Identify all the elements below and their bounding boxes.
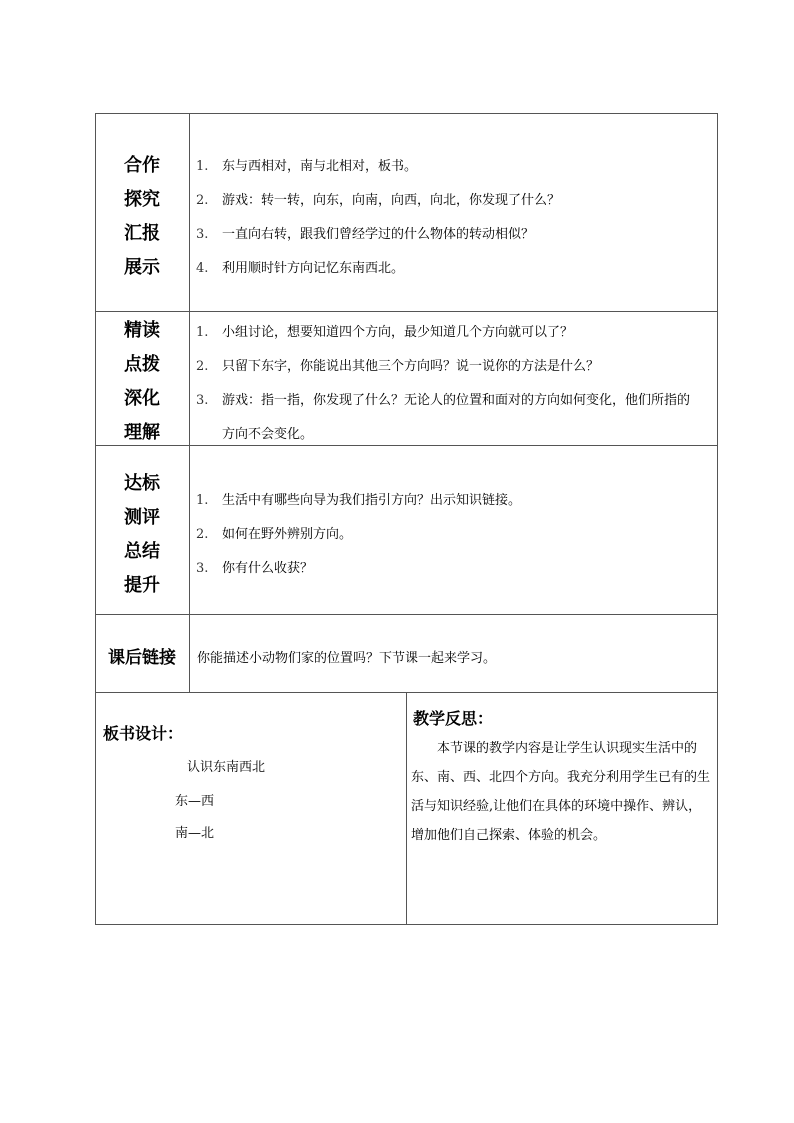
label-line: 深化 [124,388,160,409]
list-item: 4. 利用顺时针方向记忆东南西北。 [196,261,405,276]
label-line: 课后链接 [108,648,176,668]
label-line: 总结 [124,541,160,562]
label-line: 精读 [124,320,160,341]
label-line: 汇报 [124,223,160,244]
board-design-title: 板书设计： [103,724,184,743]
board-line-south-north: 南—北 [175,826,215,841]
reflection-title: 教学反思： [413,709,494,728]
row-label-intensive-reading [95,314,189,450]
label-line: 达标 [124,473,160,494]
row-divider-3 [95,614,718,615]
after-class-text: 你能描述小动物们家的位置吗？下节课一起来学习。 [197,651,497,666]
row-label-assessment [95,467,189,603]
reflection-text: 本节课的教学内容是让学生认识现实生活中的东、南、西、北四个方向。我充分利用学生已有的生活与知识经验,让他们在具体的环境中操作、辨认，增加他们自己探索、体验的机会。 [411,741,711,843]
label-line: 点拨 [124,354,160,375]
label-line: 理解 [124,422,160,443]
column-divider [189,113,190,692]
list-item: 2. 只留下东字，你能说出其他三个方向吗？说一说你的方法是什么？ [196,359,600,374]
row-label-cooperation [95,149,189,285]
row-label-after-class [95,641,189,675]
label-line: 提升 [124,575,160,596]
board-line-east-west: 东—西 [175,794,215,809]
bottom-column-divider [406,692,407,925]
list-item: 1. 东与西相对，南与北相对，板书。 [196,159,418,174]
list-item: 3. 游戏：指一指，你发现了什么？无论人的位置和面对的方向如何变化，他们所指的方向不会变化。 [196,393,691,442]
board-heading: 认识东南西北 [187,760,266,775]
list-item: 3. 你有什么收获？ [196,561,314,576]
label-line: 探究 [124,189,160,210]
list-item: 2. 游戏：转一转，向东，向南，向西，向北，你发现了什么？ [196,193,561,208]
row-divider-4 [95,692,718,693]
label-line: 展示 [124,257,160,278]
list-item: 3. 一直向右转，跟我们曾经学过的什么物体的转动相似？ [196,227,535,242]
row-items-assessment [196,484,706,586]
list-item: 1. 小组讨论，想要知道四个方向，最少知道几个方向就可以了？ [196,325,574,340]
row-items-cooperation [196,150,706,286]
list-item: 1. 生活中有哪些向导为我们指引方向？出示知识链接。 [196,493,522,508]
row-items-intensive-reading [196,316,696,452]
row-divider-1 [95,311,718,312]
list-item: 2. 如何在野外辨别方向。 [196,527,353,542]
label-line: 合作 [124,155,160,176]
label-line: 测评 [124,507,160,528]
